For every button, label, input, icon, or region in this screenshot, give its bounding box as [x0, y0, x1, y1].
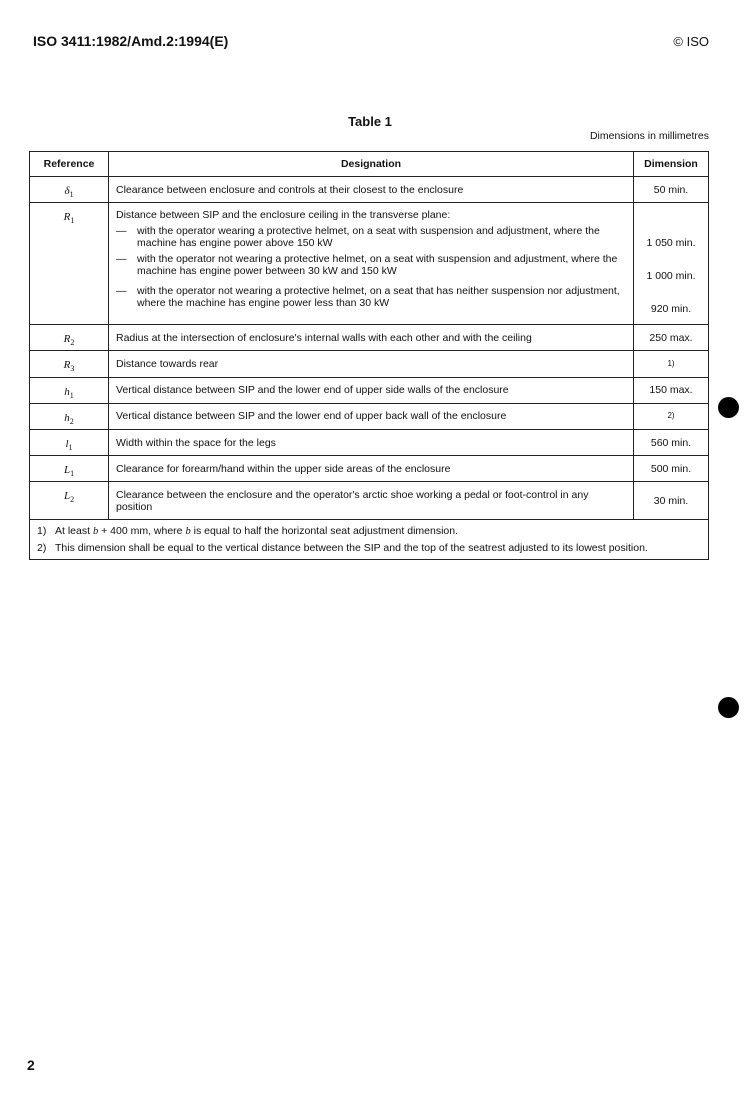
table-row [30, 403, 709, 429]
reference-symbol: l [65, 437, 69, 450]
column-header-reference: Reference [30, 152, 109, 177]
copyright-mark: © ISO [673, 34, 709, 49]
dimension-cell: 250 max. [634, 325, 709, 351]
designation-cell: Width within the space for the legs [109, 429, 634, 455]
reference-cell [30, 325, 109, 351]
dimension-cell: 150 max. [634, 377, 709, 403]
designation-sub-item [116, 285, 626, 311]
table-row [30, 456, 709, 482]
dimensions-table [29, 151, 709, 560]
reference-subscript: 1 [68, 443, 73, 453]
sub-item-text: with the operator wearing a protective helmet, on a seat with suspension and adjustment, where the machine has engine power above 150 kW [137, 225, 600, 250]
footnote-text: + 400 mm, where [98, 525, 186, 538]
reference-symbol: R [63, 359, 71, 372]
table-row [30, 351, 709, 377]
reference-cell [30, 377, 109, 403]
punch-hole [718, 397, 739, 418]
reference-symbol: R [63, 333, 71, 346]
dimension-footnote-ref: 1) [634, 351, 709, 377]
designation-cell: Clearance for forearm/hand within the upper side areas of the enclosure [109, 456, 634, 482]
dimension-cell: 50 min. [634, 177, 709, 203]
dimension-value: 1 050 min. [646, 237, 696, 250]
sub-item-text: with the operator not wearing a protective helmet, on a seat with suspension and adjustment, where the machine has engine power between 30 kW and 150 kW [137, 253, 618, 278]
reference-cell [30, 351, 109, 377]
footnote-text: At least [55, 525, 93, 538]
reference-symbol: R [63, 211, 71, 224]
page-number: 2 [27, 1057, 35, 1073]
designation-cell [109, 203, 634, 325]
table-row [30, 377, 709, 403]
reference-subscript: 3 [70, 364, 75, 374]
reference-subscript: 1 [69, 190, 74, 200]
designation-intro: Distance between SIP and the enclosure ceiling in the transverse plane: [116, 209, 451, 222]
designation-cell: Vertical distance between SIP and the lower end of upper back wall of the enclosure [109, 403, 634, 429]
table-row [30, 429, 709, 455]
footnote-text: is equal to half the horizontal seat adjustment dimension. [190, 525, 459, 538]
designation-cell: Clearance between enclosure and controls at their closest to the enclosure [109, 177, 634, 203]
reference-symbol: L [63, 464, 71, 477]
footnote-variable: b [185, 526, 191, 538]
dash-marker: — [116, 253, 127, 266]
reference-symbol: δ [64, 185, 70, 197]
table-header-row [30, 152, 709, 177]
reference-symbol: h [64, 385, 70, 398]
reference-subscript: 2 [69, 416, 74, 426]
designation-sub-item [116, 225, 626, 249]
units-note: Dimensions in millimetres [589, 130, 709, 142]
punch-hole [718, 697, 739, 718]
reference-cell [30, 482, 109, 520]
column-header-designation: Designation [109, 152, 634, 177]
reference-subscript: 1 [70, 216, 75, 226]
column-header-dimension: Dimension [634, 152, 709, 177]
designation-cell: Vertical distance between SIP and the lower end of upper side walls of the enclosure [109, 377, 634, 403]
designation-cell: Radius at the intersection of enclosure's internal walls with each other and with the ceiling [109, 325, 634, 351]
reference-symbol: L [63, 490, 71, 503]
dimension-cell: 500 min. [634, 456, 709, 482]
reference-subscript: 2 [70, 338, 75, 348]
footnotes-row [30, 520, 709, 560]
reference-cell [30, 203, 109, 325]
dimension-cell: 560 min. [634, 429, 709, 455]
reference-subscript: 1 [69, 390, 74, 400]
designation-cell: Distance towards rear [109, 351, 634, 377]
footnote-number: 1) [37, 525, 47, 538]
footnote-number: 2) [37, 542, 47, 555]
footnote [37, 525, 701, 538]
sub-item-text: with the operator not wearing a protective helmet, on a seat that has neither suspension nor adjustment, where the machine has engine power less than 30 kW [137, 285, 620, 310]
table-title: Table 1 [348, 114, 392, 129]
dash-marker: — [116, 285, 127, 298]
document-id: ISO 3411:1982/Amd.2:1994(E) [33, 33, 229, 49]
reference-symbol: h [64, 411, 70, 424]
dimension-cell [634, 203, 709, 325]
dimension-value: 1 000 min. [646, 270, 696, 283]
reference-subscript: 1 [70, 469, 75, 479]
dimension-footnote-ref: 2) [634, 403, 709, 429]
reference-subscript: 2 [70, 495, 75, 505]
footnote-variable: b [92, 526, 99, 538]
reference-cell [30, 177, 109, 203]
dimension-value: 920 min. [650, 303, 692, 316]
table-row [30, 482, 709, 520]
reference-cell [30, 403, 109, 429]
footnotes-cell [30, 520, 709, 560]
designation-cell: Clearance between the enclosure and the operator's arctic shoe working a pedal or foot-control in any position [109, 482, 634, 520]
table-row [30, 177, 709, 203]
table-row [30, 325, 709, 351]
dimension-cell: 30 min. [634, 482, 709, 520]
footnote-text: This dimension shall be equal to the vertical distance between the SIP and the top of the seatrest adjusted to its lowest position. [55, 542, 648, 555]
designation-sub-item [116, 253, 626, 279]
footnote [37, 542, 701, 554]
reference-cell [30, 429, 109, 455]
dash-marker: — [116, 225, 127, 238]
table-row [30, 203, 709, 325]
reference-cell [30, 456, 109, 482]
